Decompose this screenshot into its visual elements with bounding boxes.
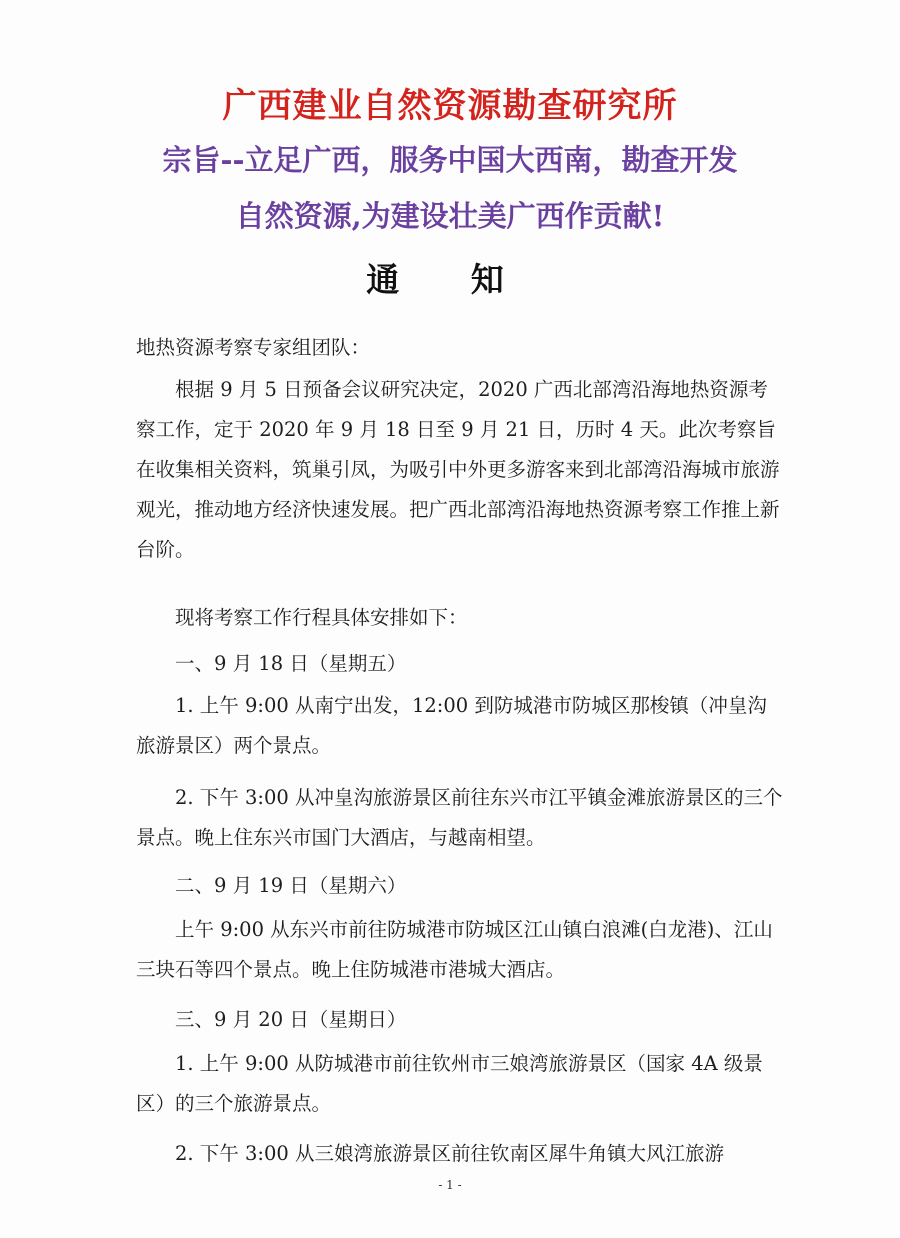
- motto-line-2: 自然资源,为建设壮美广西作贡献!: [235, 199, 665, 233]
- section-item: 1. 上午 9:00 从防城港市前往钦州市三娘湾旅游景区（国家 4A 级景区）的三个旅游景点。: [136, 1052, 763, 1115]
- salutation: 地热资源考察专家组团队：: [136, 336, 371, 359]
- intro-paragraph: 根据 9 月 5 日预备会议研究决定，2020 广西北部湾沿海地热资源考察工作，定于 2020 年 9 月 18 日至 9 月 21 日，历时 4 天。此次考察旨在收集相关资料，筑巢引凤，为吸引中外更多游客来到北部湾沿海城市旅游观光，推动地方经济快速发展。把广西北部湾沿海地热资源考察工作推上新台阶。: [136, 378, 780, 561]
- organization-title: 广西建业自然资源勘查研究所: [222, 86, 678, 126]
- motto-line-1: 宗旨--立足广西，服务中国大西南，勘查开发: [162, 143, 738, 177]
- notice-title: 通 知: [366, 260, 534, 299]
- section-heading-day1: 一、9 月 18 日（星期五）: [175, 652, 407, 675]
- section-heading-day3: 三、9 月 20 日（星期日）: [175, 1008, 407, 1031]
- page-number: - 1 -: [438, 1178, 462, 1192]
- section-heading-day2: 二、9 月 19 日（星期六）: [175, 874, 407, 897]
- section-item: 2. 下午 3:00 从三娘湾旅游景区前往钦南区犀牛角镇大风江旅游: [175, 1142, 724, 1165]
- section-item: 2. 下午 3:00 从冲皇沟旅游景区前往东兴市江平镇金滩旅游景区的三个景点。晚上住东兴市国门大酒店，与越南相望。: [136, 786, 783, 849]
- section-item: 1. 上午 9:00 从南宁出发，12:00 到防城港市防城区那梭镇（冲皇沟旅游景区）两个景点。: [136, 694, 767, 757]
- schedule-intro: 现将考察工作行程具体安排如下：: [175, 606, 468, 629]
- section-item: 上午 9:00 从东兴市前往防城港市防城区江山镇白浪滩(白龙港)、江山三块石等四个景点。晚上住防城港市港城大酒店。: [136, 918, 773, 981]
